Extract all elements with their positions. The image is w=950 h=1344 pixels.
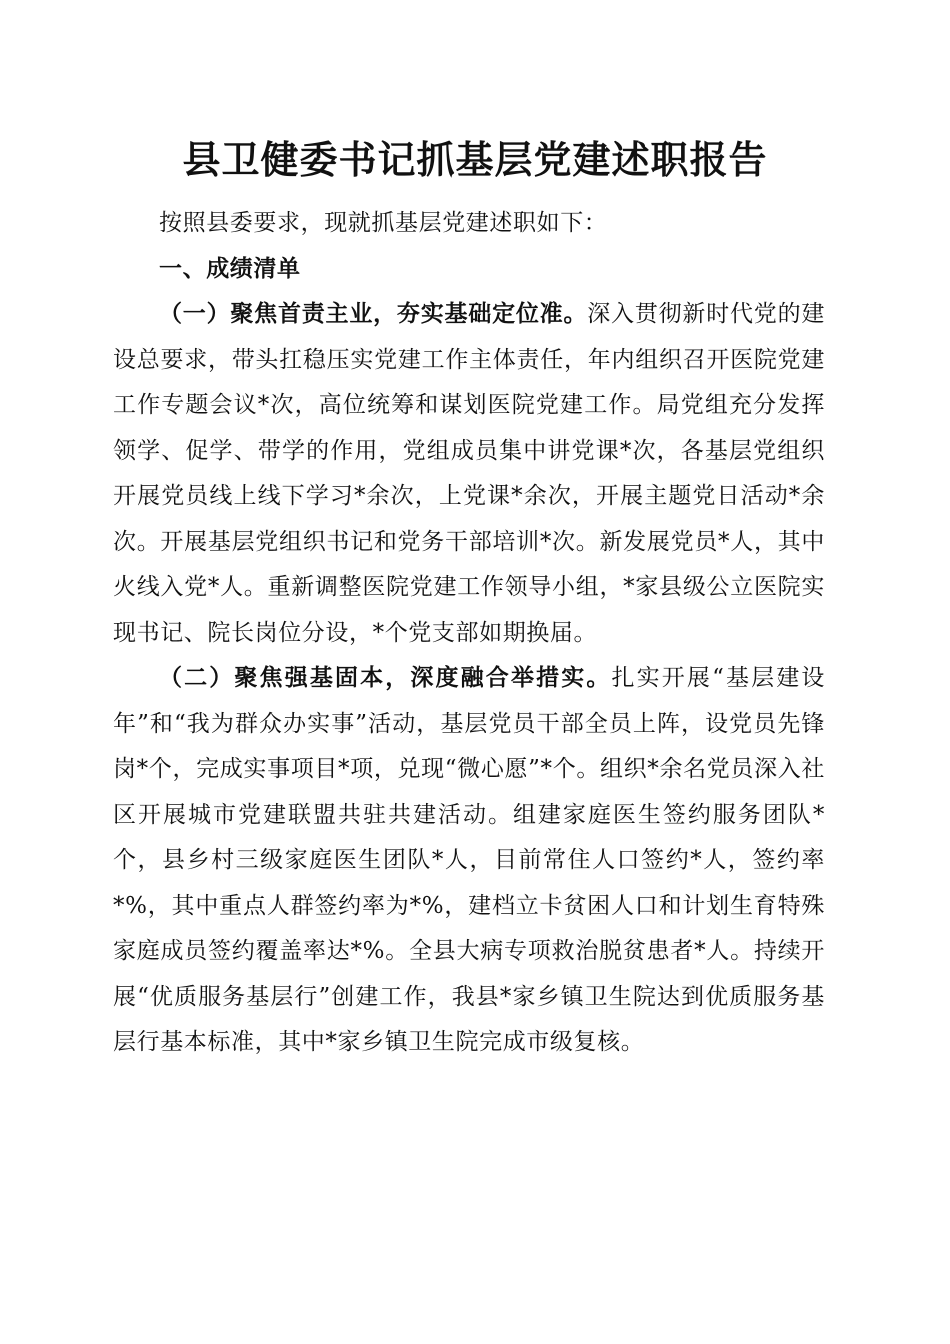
section-heading: 一、成绩清单 xyxy=(159,255,301,282)
paragraph-1-body: 深入贯彻新时代党的建设总要求，带头扛稳压实党建工作主体责任，年内组织召开医院党建工作专题会议*次，高位统筹和谋划医院党建工作。局党组充分发挥领学、促学、带学的作用，党组成员集中讲党课*次，各基层党组织开展党员线上线下学习*余次，上党课*余次，开展主题党日活动*余次。开展基层党组织书记和党务干部培训*次。新发展党员*人，其中火线入党*人。重新调整医院党建工作领导小组，*家县级公立医院实现书记、院长岗位分设，*个党支部如期换届。 xyxy=(113,301,825,646)
paragraph-1 xyxy=(113,292,825,656)
paragraph-1-lead: （一）聚焦首责主业，夯实基础定位准。 xyxy=(159,301,588,327)
document-title: 县卫健委书记抓基层党建述职报告 xyxy=(182,137,768,182)
intro-paragraph: 按照县委要求，现就抓基层党建述职如下： xyxy=(159,210,608,236)
document-body xyxy=(113,201,825,1066)
paragraph-2-body: 扎实开展“基层建设年”和“我为群众办实事”活动，基层党员干部全员上阵，设党员先锋岗*个，完成实事项目*项，兑现“微心愿”*个。组织*余名党员深入社区开展城市党建联盟共驻共建活动。组建家庭医生签约服务团队*个，县乡村三级家庭医生团队*人，目前常住人口签约*人，签约率*%，其中重点人群签约率为*%，建档立卡贫困人口和计划生育特殊家庭成员签约覆盖率达*%。全县大病专项救治脱贫患者*人。持续开展“优质服务基层行”创建工作，我县*家乡镇卫生院达到优质服务基层行基本标准，其中*家乡镇卫生院完成市级复核。 xyxy=(113,665,825,1055)
paragraph-2-lead: （二）聚焦强基固本，深度融合举措实。 xyxy=(159,665,612,691)
paragraph-2 xyxy=(113,656,825,1066)
